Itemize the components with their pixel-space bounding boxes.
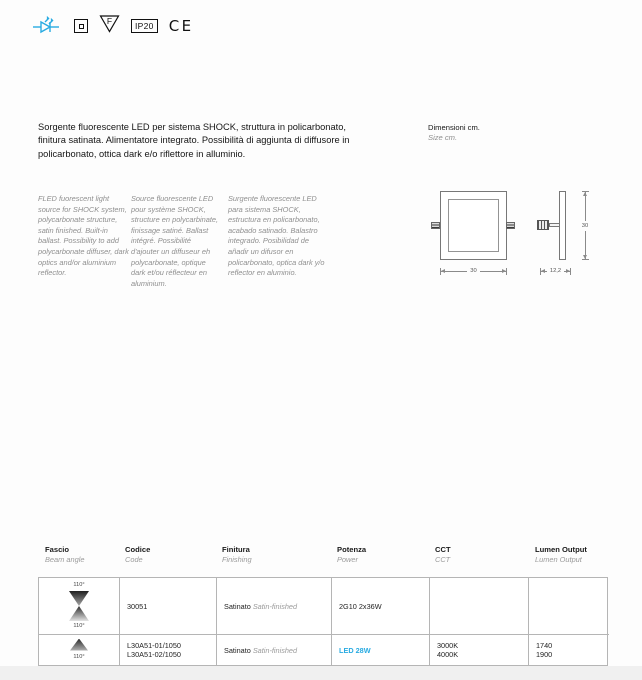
dimensions-subtitle: Size cm. bbox=[428, 133, 458, 142]
drawing-front-view bbox=[440, 191, 507, 260]
col-header-code: Codice Code bbox=[125, 545, 151, 564]
col-header-cct: CCT CCT bbox=[435, 545, 451, 564]
power-cell: 2G10 2x36W bbox=[331, 578, 429, 634]
dimensions-heading bbox=[428, 123, 480, 143]
description-spanish: Surgente fluorescente LED para sistema SHOCK, estructura en policarbonato, acabado satinado. Balastro integrado. Posibilidad de añadir un difusor en policarbonato, optica dark y/o reflector en aluminio. bbox=[228, 194, 325, 278]
page-bottom-edge bbox=[0, 666, 642, 680]
class-two-insulation-icon bbox=[74, 19, 88, 33]
dimension-front-width: 30 bbox=[440, 267, 507, 275]
finishing-cell: Satinato Satin-finished bbox=[216, 578, 331, 634]
power-cell: LED 28W bbox=[331, 634, 429, 665]
description-english: FLED fuorescent light source for SHOCK system, polycarbonate structure, satin finished. Built-in ballast. Possibility to add polycarbonate diffuser, dark optics and/or aluminium reflector. bbox=[38, 194, 129, 278]
dimensions-title: Dimensioni cm. bbox=[428, 123, 480, 132]
beam-angle-cell bbox=[39, 634, 119, 665]
code-cell: 30051 bbox=[119, 578, 216, 634]
beam-updown-icon: 110° 110° bbox=[69, 581, 89, 631]
finishing-cell: Satinato Satin-finished bbox=[216, 634, 331, 665]
drawing-side-connector-stem bbox=[549, 223, 560, 227]
drawing-right-connector bbox=[506, 222, 515, 229]
beam-up-icon: 110° bbox=[70, 639, 88, 662]
col-header-finishing: Finitura Finishing bbox=[222, 545, 252, 564]
cct-cell bbox=[429, 578, 528, 634]
col-header-power: Potenza Power bbox=[337, 545, 367, 564]
dimension-side-height: 30 bbox=[581, 191, 589, 260]
f-mark-icon bbox=[99, 15, 120, 38]
ip-rating-badge: IP20 bbox=[131, 19, 158, 33]
dimension-side-depth: 12,2 bbox=[540, 267, 571, 275]
drawing-side-view bbox=[559, 191, 566, 260]
product-table bbox=[38, 577, 608, 666]
description-french: Source fluorescente LED pour système SHOCK, structure en polycarbinate, finissage satiné. Ballast intégré. Possibilité d'ajouter un diffuseur eh polycarbonate, optique dark et/ou réflecteur en aluminium. bbox=[131, 194, 219, 288]
beam-angle-cell bbox=[39, 578, 119, 634]
drawing-front-inner-square bbox=[448, 199, 499, 252]
lumen-cell: 1740 1900 bbox=[528, 634, 609, 665]
certification-row bbox=[33, 14, 194, 38]
lumen-cell bbox=[528, 578, 609, 634]
svg-text:F: F bbox=[106, 15, 113, 26]
description-italian: Sorgente fluorescente LED per sistema SHOCK, struttura in policarbonato, finitura satinata. Alimentatore integrato. Possibilità di aggiunta di diffusore in policarbonato, ottica dark e/o riflettore in alluminio. bbox=[38, 122, 350, 159]
col-header-lumen-output: Lumen Output Lumen Output bbox=[535, 545, 587, 564]
cct-cell: 3000K 4000K bbox=[429, 634, 528, 665]
led-diode-icon bbox=[33, 14, 63, 39]
code-cell: L30A51-01/1050 L30A51-02/1050 bbox=[119, 634, 216, 665]
drawing-side-connector-plug bbox=[537, 220, 549, 230]
ce-mark: CE bbox=[168, 17, 194, 35]
col-header-beam-angle: Fascio Beam angle bbox=[45, 545, 85, 564]
drawing-left-connector bbox=[431, 222, 440, 229]
